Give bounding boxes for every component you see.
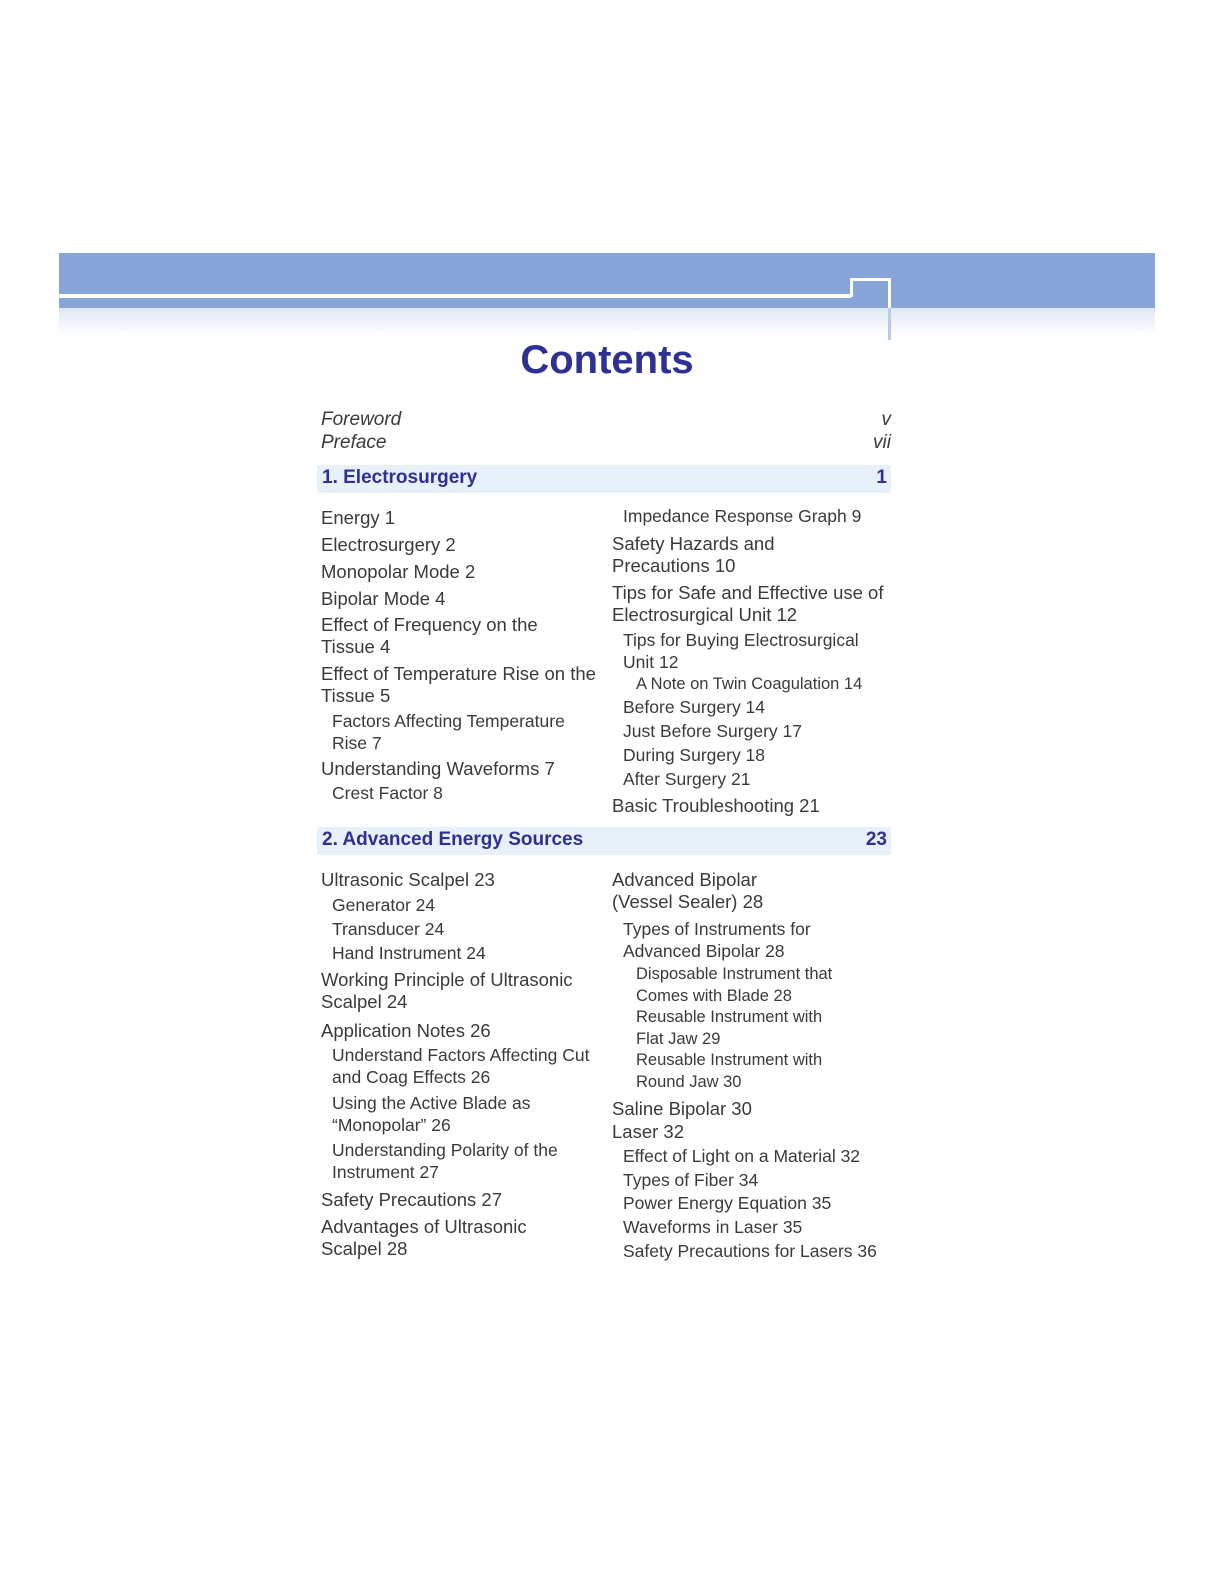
toc-entry-text: A Note on Twin Coagulation 14: [636, 675, 863, 693]
toc-entry-text: Using the Active Blade as: [332, 1093, 531, 1113]
toc-subentry[interactable]: [623, 1169, 758, 1191]
toc-entry[interactable]: [612, 1098, 752, 1120]
toc-entry[interactable]: [321, 1189, 502, 1211]
toc-entry-text: Basic Troubleshooting 21: [612, 795, 820, 816]
toc-entry-text: Safety Precautions for Lasers 36: [623, 1241, 877, 1261]
toc-entry-text: Ultrasonic Scalpel 23: [321, 869, 495, 890]
toc-entry[interactable]: [612, 795, 820, 817]
toc-subsubentry[interactable]: [636, 1049, 822, 1093]
toc-front-page: v: [881, 409, 891, 430]
toc-front-label: Foreword: [321, 409, 402, 430]
toc-entry-text: During Surgery 18: [623, 745, 766, 765]
toc-entry-text: Understand Factors Affecting Cut: [332, 1045, 590, 1065]
toc-entry-text: Hand Instrument 24: [332, 943, 486, 963]
toc-entry-text: Reusable Instrument with: [636, 1008, 823, 1026]
toc-entry-text: Saline Bipolar 30: [612, 1098, 752, 1119]
toc-subentry[interactable]: [623, 720, 802, 742]
toc-entry-text: Safety Precautions 27: [321, 1189, 502, 1210]
toc-subentry[interactable]: [332, 710, 565, 754]
toc-entry[interactable]: [612, 869, 763, 913]
chapter-title: 1. Electrosurgery: [322, 467, 478, 488]
toc-front-entry[interactable]: [321, 409, 891, 431]
toc-entry-text: Comes with Blade 28: [636, 987, 792, 1005]
toc-subentry[interactable]: [623, 505, 861, 527]
toc-entry[interactable]: [321, 969, 573, 1013]
toc-entry-text: Instrument 27: [332, 1162, 439, 1182]
toc-entry-text: Scalpel 24: [321, 991, 408, 1012]
toc-subentry[interactable]: [332, 942, 486, 964]
toc-entry-text: Advanced Bipolar: [612, 869, 758, 890]
toc-entry[interactable]: [612, 533, 774, 577]
toc-entry-text: Precautions 10: [612, 555, 736, 576]
toc-entry-text: Round Jaw 30: [636, 1073, 742, 1091]
toc-entry-text: Tissue 5: [321, 685, 391, 706]
toc-entry-text: (Vessel Sealer) 28: [612, 891, 764, 912]
toc-subentry[interactable]: [623, 744, 765, 766]
toc-entry-text: Transducer 24: [332, 919, 445, 939]
toc-entry[interactable]: [321, 758, 555, 780]
toc-entry-text: Before Surgery 14: [623, 697, 766, 717]
toc-entry[interactable]: [321, 663, 596, 707]
toc-entry-text: Effect of Temperature Rise on the: [321, 663, 596, 684]
toc-entry-text: Generator 24: [332, 895, 436, 915]
toc-entry-text: Monopolar Mode 2: [321, 561, 476, 582]
toc-entry-text: Disposable Instrument that: [636, 965, 833, 983]
toc-entry-text: Types of Fiber 34: [623, 1170, 759, 1190]
toc-entry-text: Tissue 4: [321, 636, 391, 657]
toc-entry-text: Advantages of Ultrasonic: [321, 1216, 527, 1237]
toc-subentry[interactable]: [623, 918, 811, 962]
header-band: [59, 253, 1155, 308]
chapter-heading[interactable]: [317, 827, 891, 855]
toc-subentry[interactable]: [623, 1192, 831, 1214]
toc-entry-text: Tips for Safe and Effective use of: [612, 582, 884, 603]
toc-entry[interactable]: [321, 588, 445, 610]
toc-entry-text: Effect of Frequency on the: [321, 614, 538, 635]
toc-front-label: Preface: [321, 432, 387, 453]
toc-entry-text: Understanding Polarity of the: [332, 1140, 558, 1160]
toc-entry[interactable]: [321, 534, 456, 556]
toc-entry-text: Energy 1: [321, 507, 396, 528]
toc-subentry[interactable]: [332, 918, 444, 940]
toc-entry-text: Application Notes 26: [321, 1020, 491, 1041]
toc-subentry[interactable]: [623, 768, 750, 790]
toc-entry-text: Effect of Light on a Material 32: [623, 1146, 861, 1166]
toc-entry-text: Waveforms in Laser 35: [623, 1217, 803, 1237]
toc-entry-text: Working Principle of Ultrasonic: [321, 969, 573, 990]
toc-front-page: vii: [873, 432, 891, 453]
toc-subentry[interactable]: [332, 782, 443, 804]
toc-entry-text: After Surgery 21: [623, 769, 751, 789]
toc-subsubentry[interactable]: [636, 1006, 822, 1050]
toc-entry-text: and Coag Effects 26: [332, 1067, 491, 1087]
toc-subentry[interactable]: [623, 1240, 877, 1262]
toc-subentry[interactable]: [623, 696, 765, 718]
chapter-page: 23: [865, 829, 887, 850]
toc-entry[interactable]: [321, 1020, 491, 1042]
toc-entry[interactable]: [321, 614, 538, 658]
toc-entry-text: Impedance Response Graph 9: [623, 506, 862, 526]
header-band-fade: [59, 308, 1155, 336]
toc-entry-text: Bipolar Mode 4: [321, 588, 446, 609]
toc-entry-text: Understanding Waveforms 7: [321, 758, 555, 779]
toc-entry[interactable]: [612, 582, 883, 626]
header-corner: [850, 278, 891, 281]
chapter-title: 2. Advanced Energy Sources: [322, 829, 584, 850]
toc-entry-text: Flat Jaw 29: [636, 1030, 721, 1048]
toc-entry-text: Reusable Instrument with: [636, 1051, 823, 1069]
toc-entry-text: Power Energy Equation 35: [623, 1193, 832, 1213]
toc-entry-text: Just Before Surgery 17: [623, 721, 802, 741]
toc-subentry[interactable]: [623, 1145, 860, 1167]
toc-subentry[interactable]: [623, 629, 859, 673]
toc-entry-text: Safety Hazards and: [612, 533, 775, 554]
toc-entry-text: “Monopolar” 26: [332, 1115, 451, 1135]
toc-entry-text: Crest Factor 8: [332, 783, 443, 803]
toc-entry-text: Types of Instruments for: [623, 919, 811, 939]
toc-entry-text: Laser 32: [612, 1121, 684, 1142]
chapter-heading[interactable]: [317, 465, 891, 493]
toc-entry[interactable]: [321, 507, 395, 529]
toc-subentry[interactable]: [332, 1044, 589, 1088]
toc-subsubentry[interactable]: [636, 963, 832, 1007]
toc-entry-text: Tips for Buying Electrosurgical: [623, 630, 859, 650]
header-corner: [888, 278, 891, 308]
header-rule: [59, 294, 851, 298]
toc-entry-text: Advanced Bipolar 28: [623, 941, 785, 961]
toc-entry-text: Electrosurgical Unit 12: [612, 604, 798, 625]
toc-entry[interactable]: [321, 869, 495, 891]
toc-subentry[interactable]: [623, 1216, 802, 1238]
header-corner: [850, 278, 853, 297]
toc-entry[interactable]: [321, 1216, 527, 1260]
toc-subsubentry[interactable]: [636, 673, 862, 695]
header-corner: [888, 308, 891, 340]
toc-front-entry[interactable]: [321, 432, 891, 454]
toc-subentry[interactable]: [332, 1092, 530, 1136]
toc-subentry[interactable]: [332, 1139, 558, 1183]
toc-entry[interactable]: [321, 561, 475, 583]
toc-entry[interactable]: [612, 1121, 684, 1143]
page-title: Contents: [520, 338, 694, 382]
chapter-page: 1: [876, 467, 887, 488]
toc-entry-text: Electrosurgery 2: [321, 534, 456, 555]
toc-entry-text: Unit 12: [623, 652, 679, 672]
toc-entry-text: Factors Affecting Temperature: [332, 711, 565, 731]
toc-subentry[interactable]: [332, 894, 435, 916]
toc-entry-text: Scalpel 28: [321, 1238, 408, 1259]
toc-entry-text: Rise 7: [332, 733, 382, 753]
